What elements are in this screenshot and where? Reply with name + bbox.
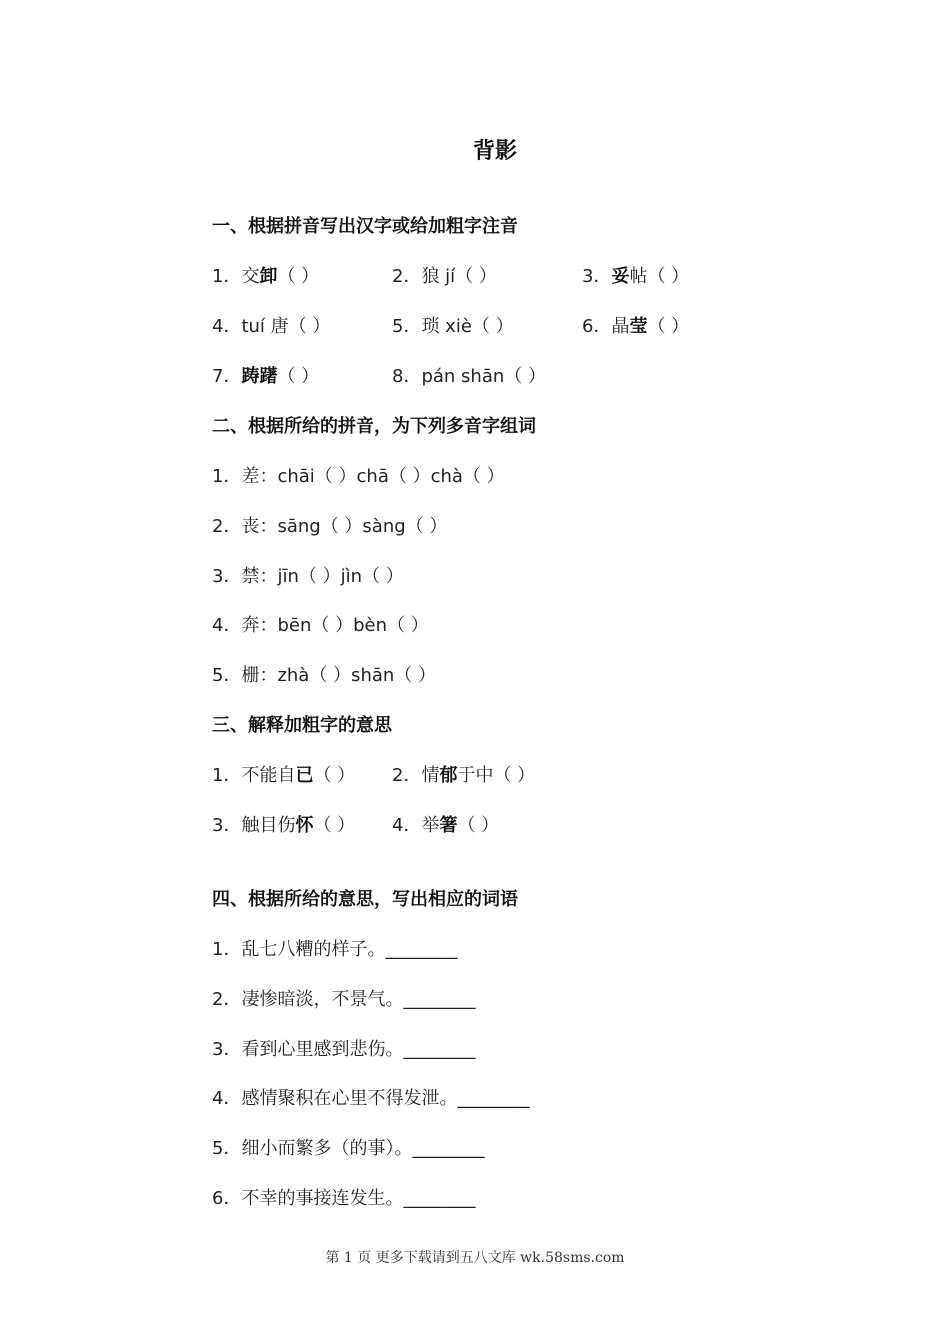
- s3-item-1: 1．不能自已（ ）: [212, 765, 356, 786]
- s1-item-3: 3．妥帖（ ）: [582, 266, 690, 287]
- s2-item-1: 1．差：chāi（ ）chā（ ）chà（ ）: [212, 466, 505, 487]
- s1-item-7: 7．踌躇（ ）: [212, 366, 320, 387]
- s3-item-3: 3．触目伤怀（ ）: [212, 815, 356, 836]
- s2-item-3: 3．禁：jīn（ ）jìn（ ）: [212, 566, 404, 587]
- s2-item-5: 5．栅：zhà（ ）shān（ ）: [212, 665, 437, 686]
- s1-item-1: 1．交卸（ ）: [212, 266, 320, 287]
- s1-item-4: 4．tuí 唐（ ）: [212, 316, 331, 337]
- document-title: 背影: [472, 139, 517, 164]
- s4-item-3: 3．看到心里感到悲伤。________: [212, 1039, 476, 1060]
- section-3-heading: 三、解释加粗字的意思: [212, 715, 392, 736]
- s1-item-6: 6．晶莹（ ）: [582, 316, 690, 337]
- s2-item-2: 2．丧：sāng（ ）sàng（ ）: [212, 516, 448, 537]
- s4-item-2: 2．凄惨暗淡，不景气。________: [212, 989, 476, 1010]
- s4-item-4: 4．感情聚积在心里不得发泄。________: [212, 1088, 530, 1109]
- section-4-heading: 四、根据所给的意思，写出相应的词语: [212, 889, 518, 910]
- s4-item-6: 6．不幸的事接连发生。________: [212, 1188, 476, 1209]
- s1-item-2: 2．狼 jí（ ）: [392, 266, 497, 287]
- s1-item-8: 8．pán shān（ ）: [392, 366, 546, 387]
- section-1-heading: 一、根据拼音写出汉字或给加粗字注音: [212, 216, 518, 237]
- s4-item-1: 1．乱七八糟的样子。________: [212, 939, 458, 960]
- s4-item-5: 5．细小而繁多（的事）。________: [212, 1138, 485, 1159]
- page-footer: 第 1 页 更多下载请到五八文库 wk.58sms.com: [325, 1250, 625, 1266]
- section-2-heading: 二、根据所给的拼音，为下列多音字组词: [212, 416, 536, 437]
- s3-item-4: 4．举箸（ ）: [392, 815, 500, 836]
- s2-item-4: 4．奔：bēn（ ）bèn（ ）: [212, 615, 429, 636]
- s1-item-5: 5．琐 xiè（ ）: [392, 316, 514, 337]
- s3-item-2: 2．情郁于中（ ）: [392, 765, 536, 786]
